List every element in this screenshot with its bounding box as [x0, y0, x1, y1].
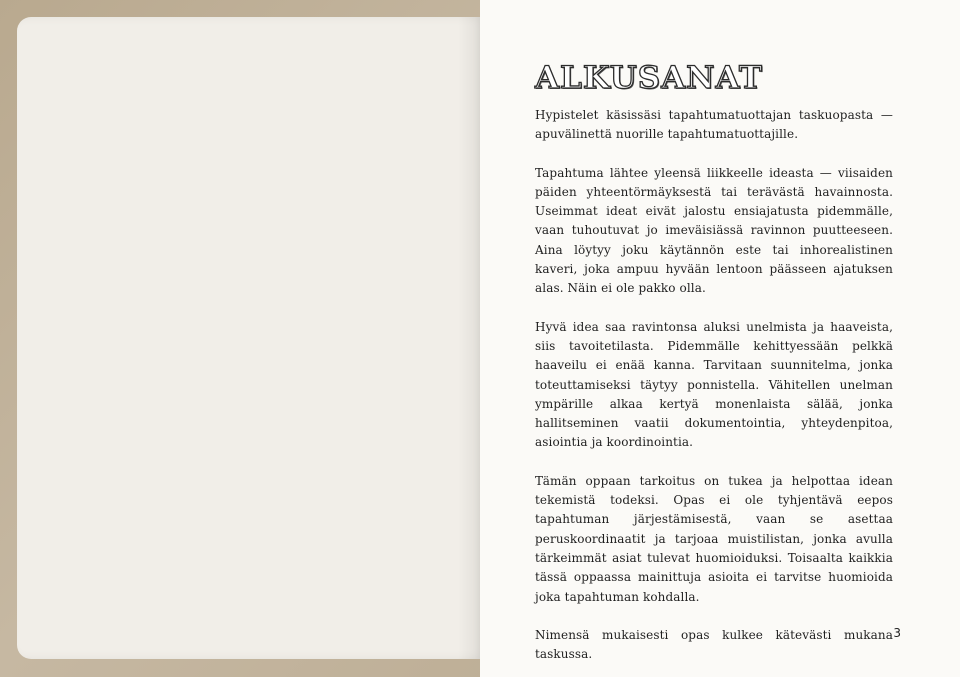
- paragraph-idea: Tapahtuma lähtee yleensä liikkeelle ideasta — viisaiden päiden yhteentörmäyksestä tai terävästä havainnosta. Useimmat ideat eivät jalostu ensiajatusta pidemmälle, vaan tuhoutuvat jo imeväisiässä ravinnon puutteeseen. Aina löytyy joku käytännön este tai inhorealistinen kaveri, joka ampuu hyvään lentoon päässeen ajatuksen alas. Näin ei ole pakko olla.: [535, 165, 893, 296]
- page-number: 3: [893, 626, 901, 640]
- page-title: ALKUSANAT: [535, 60, 763, 96]
- paragraph-pocket: Nimensä mukaisesti opas kulkee kätevästi mukana taskussa.: [535, 627, 893, 662]
- paragraph-purpose: Tämän oppaan tarkoitus on tukea ja helpottaa idean tekemistä todeksi. Opas ei ole tyhjentävä eepos tapahtuman järjestämisestä, vaan se asettaa peruskoordinaatit ja tarjoaa muistilistan, jonka avulla tärkeimmät asiat tulevat huomioiduksi. Toisaalta kaikkia tässä oppaassa mainittuja asioita ei tarvitse huomioida joka tapahtuman kohdalla.: [535, 473, 893, 604]
- paragraph-dream: Hyvä idea saa ravintonsa aluksi unelmista ja haaveista, siis tavoitetilasta. Pidemmälle kehittyessään pelkkä haaveilu ei enää kanna. Tarvitaan suunnitelma, jonka toteuttamiseksi täytyy ponnistella. Vähitellen unelman ympärille alkaa kertyä monenlaista sälää, jonka hallitseminen vaatii dokumentointia, yhteydenpitoa, asiointia ja koordinointia.: [535, 319, 893, 450]
- book-spine: [458, 17, 482, 659]
- right-page: [480, 0, 960, 677]
- left-page-blank: [17, 17, 487, 659]
- page-content: [535, 58, 893, 664]
- paragraph-intro: Hypistelet käsissäsi tapahtumatuottajan taskuopasta — apuvälinettä nuorille tapahtumatuottajille.: [535, 108, 893, 142]
